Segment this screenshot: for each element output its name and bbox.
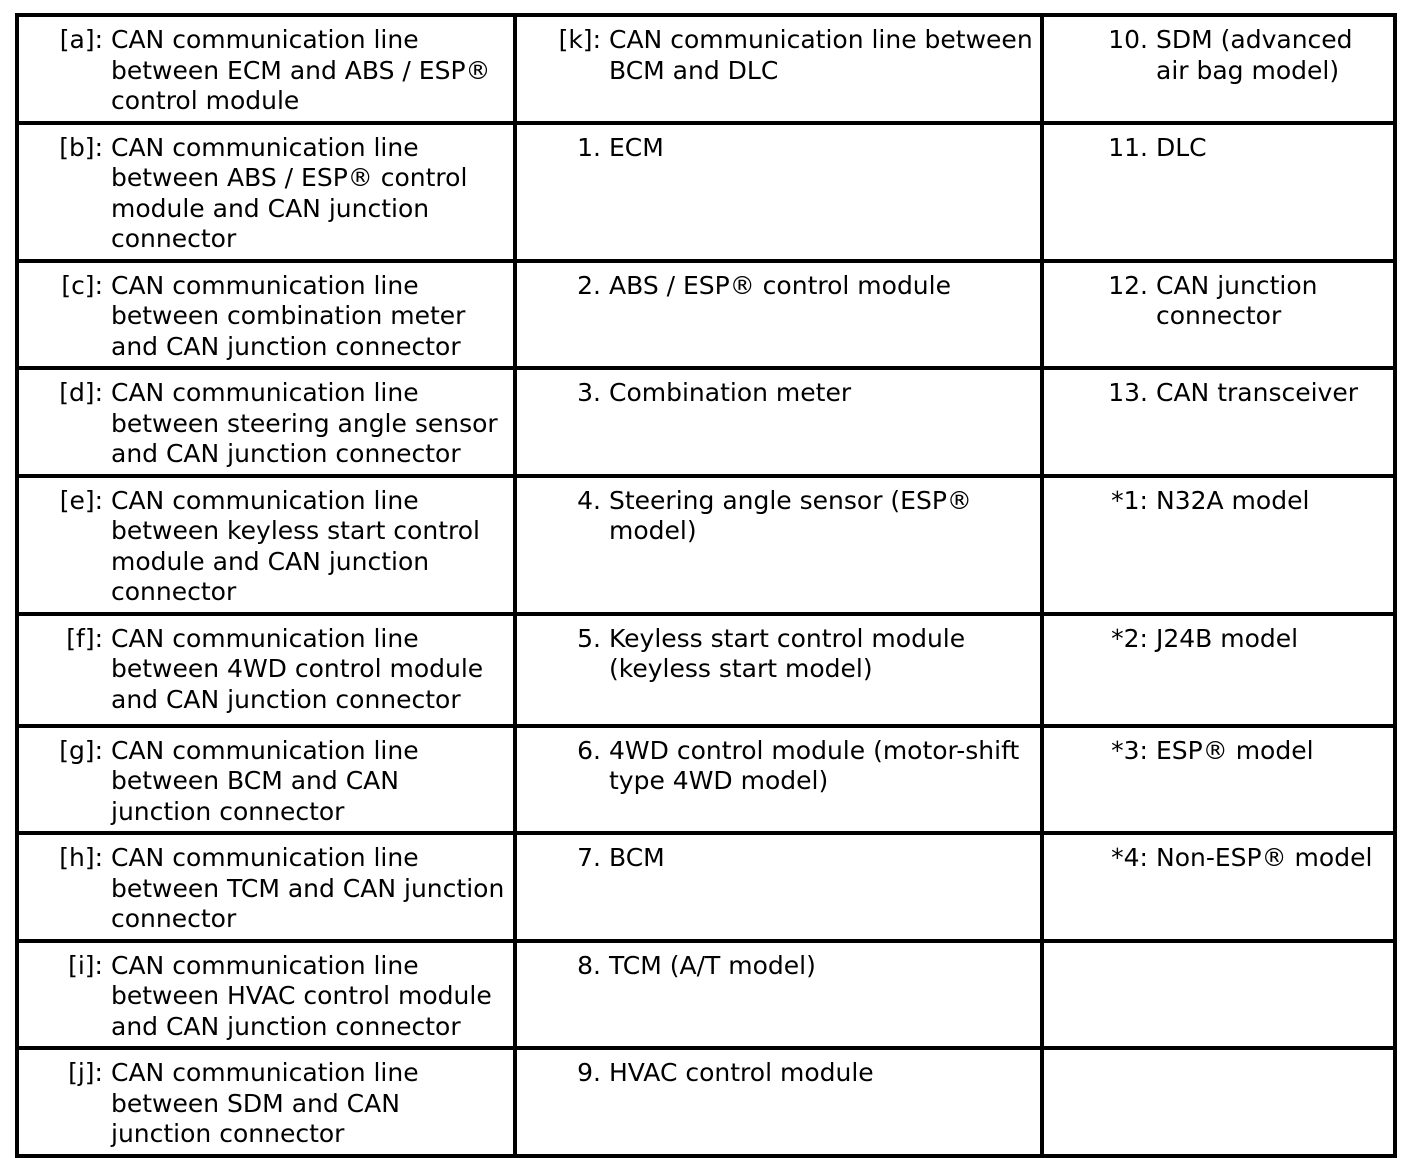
table-row bbox=[17, 833, 1395, 941]
legend-key: [c]: bbox=[61, 270, 103, 300]
legend-key: 3. bbox=[577, 378, 601, 407]
legend-text: CAN communication line between HVAC control module and CAN junction connector bbox=[111, 950, 492, 1041]
legend-key: [i]: bbox=[68, 950, 103, 980]
legend-key: 8. bbox=[577, 950, 601, 980]
legend-key: 7. bbox=[577, 843, 601, 872]
legend-text: CAN communication line between steering angle sensor and CAN junction connector bbox=[111, 378, 498, 468]
table-cell bbox=[1042, 833, 1395, 941]
table-cell bbox=[515, 614, 1042, 726]
table-cell bbox=[17, 726, 515, 834]
legend-text: N32A model bbox=[1156, 485, 1310, 515]
legend-text: Combination meter bbox=[609, 378, 852, 407]
legend-key: 5. bbox=[577, 623, 601, 653]
table-cell bbox=[515, 368, 1042, 476]
legend-key: *1: bbox=[1111, 485, 1148, 515]
legend-text: CAN communication line between BCM and CAN junction connector bbox=[111, 735, 419, 826]
legend-key: *2: bbox=[1111, 623, 1148, 653]
table-cell bbox=[17, 15, 515, 123]
table-cell bbox=[1042, 123, 1395, 261]
legend-text: 4WD control module (motor-shift type 4WD model) bbox=[609, 735, 1020, 795]
legend-key: [g]: bbox=[59, 735, 103, 765]
table-cell-empty bbox=[1042, 941, 1395, 1049]
table-cell bbox=[1042, 614, 1395, 726]
table-cell bbox=[17, 614, 515, 726]
table-cell bbox=[515, 726, 1042, 834]
legend-key: 13. bbox=[1108, 378, 1148, 407]
legend-text: CAN communication line between SDM and CAN junction connector bbox=[111, 1058, 419, 1148]
legend-key: [h]: bbox=[59, 843, 103, 872]
table-cell bbox=[17, 368, 515, 476]
legend-key: 1. bbox=[577, 132, 601, 162]
legend-text: SDM (advanced air bag model) bbox=[1156, 25, 1353, 85]
table-cell bbox=[17, 833, 515, 941]
legend-key: 2. bbox=[577, 270, 601, 300]
table-cell bbox=[1042, 476, 1395, 614]
legend-key: 11. bbox=[1108, 132, 1148, 162]
table-row bbox=[17, 261, 1395, 369]
table-row bbox=[17, 15, 1395, 123]
table-row bbox=[17, 726, 1395, 834]
table-row bbox=[17, 941, 1395, 1049]
legend-text: DLC bbox=[1156, 132, 1207, 162]
legend-key: [j]: bbox=[68, 1058, 103, 1087]
table-cell bbox=[515, 941, 1042, 1049]
legend-text: J24B model bbox=[1156, 623, 1299, 653]
table-cell bbox=[17, 941, 515, 1049]
table-row bbox=[17, 1048, 1395, 1156]
table-cell bbox=[515, 15, 1042, 123]
legend-text: ESP® model bbox=[1156, 735, 1314, 765]
table-cell bbox=[1042, 15, 1395, 123]
legend-key: [f]: bbox=[66, 623, 103, 653]
legend-text: CAN communication line between combination meter and CAN junction connector bbox=[111, 270, 466, 361]
legend-text: Non-ESP® model bbox=[1156, 843, 1373, 872]
legend-text: CAN transceiver bbox=[1156, 378, 1359, 407]
table-cell bbox=[1042, 726, 1395, 834]
table-row bbox=[17, 614, 1395, 726]
legend-text: CAN communication line between 4WD control module and CAN junction connector bbox=[111, 623, 484, 714]
table-cell bbox=[1042, 368, 1395, 476]
table-row bbox=[17, 476, 1395, 614]
legend-key: [a]: bbox=[59, 25, 103, 54]
legend-text: TCM (A/T model) bbox=[609, 950, 816, 980]
legend-key: [b]: bbox=[59, 132, 103, 162]
legend-text: HVAC control module bbox=[609, 1058, 874, 1087]
legend-key: 10. bbox=[1108, 25, 1148, 54]
table-cell bbox=[515, 476, 1042, 614]
table-cell bbox=[515, 123, 1042, 261]
legend-key: 4. bbox=[577, 485, 601, 515]
legend-text: CAN junction connector bbox=[1156, 270, 1318, 330]
table-cell bbox=[1042, 261, 1395, 369]
legend-key: *4: bbox=[1111, 843, 1148, 872]
table-cell bbox=[515, 833, 1042, 941]
table-cell bbox=[17, 123, 515, 261]
legend-text: CAN communication line between keyless start control module and CAN junction connector bbox=[111, 485, 480, 606]
table-row bbox=[17, 368, 1395, 476]
table-cell bbox=[515, 261, 1042, 369]
table-row bbox=[17, 123, 1395, 261]
table-cell-empty bbox=[1042, 1048, 1395, 1156]
table-cell bbox=[17, 1048, 515, 1156]
legend-text: ECM bbox=[609, 132, 664, 162]
legend-text: BCM bbox=[609, 843, 665, 872]
legend-key: 12. bbox=[1108, 270, 1148, 300]
legend-key: 6. bbox=[577, 735, 601, 765]
legend-text: CAN communication line between TCM and CAN junction connector bbox=[111, 843, 505, 933]
legend-key: [e]: bbox=[59, 485, 103, 515]
legend-text: ABS / ESP® control module bbox=[609, 270, 951, 300]
legend-text: CAN communication line between BCM and DLC bbox=[609, 25, 1033, 85]
legend-key: 9. bbox=[577, 1058, 601, 1087]
legend-text: Keyless start control module (keyless start model) bbox=[609, 623, 966, 683]
legend-key: *3: bbox=[1111, 735, 1148, 765]
legend-text: CAN communication line between ECM and ABS / ESP® control module bbox=[111, 25, 491, 115]
legend-text: CAN communication line between ABS / ESP® control module and CAN junction connector bbox=[111, 132, 468, 253]
legend-key: [k]: bbox=[558, 25, 601, 54]
legend-key: [d]: bbox=[59, 378, 103, 407]
legend-text: Steering angle sensor (ESP® model) bbox=[609, 485, 972, 545]
legend-table bbox=[15, 13, 1397, 1158]
table-cell bbox=[17, 261, 515, 369]
table-cell bbox=[17, 476, 515, 614]
table-cell bbox=[515, 1048, 1042, 1156]
